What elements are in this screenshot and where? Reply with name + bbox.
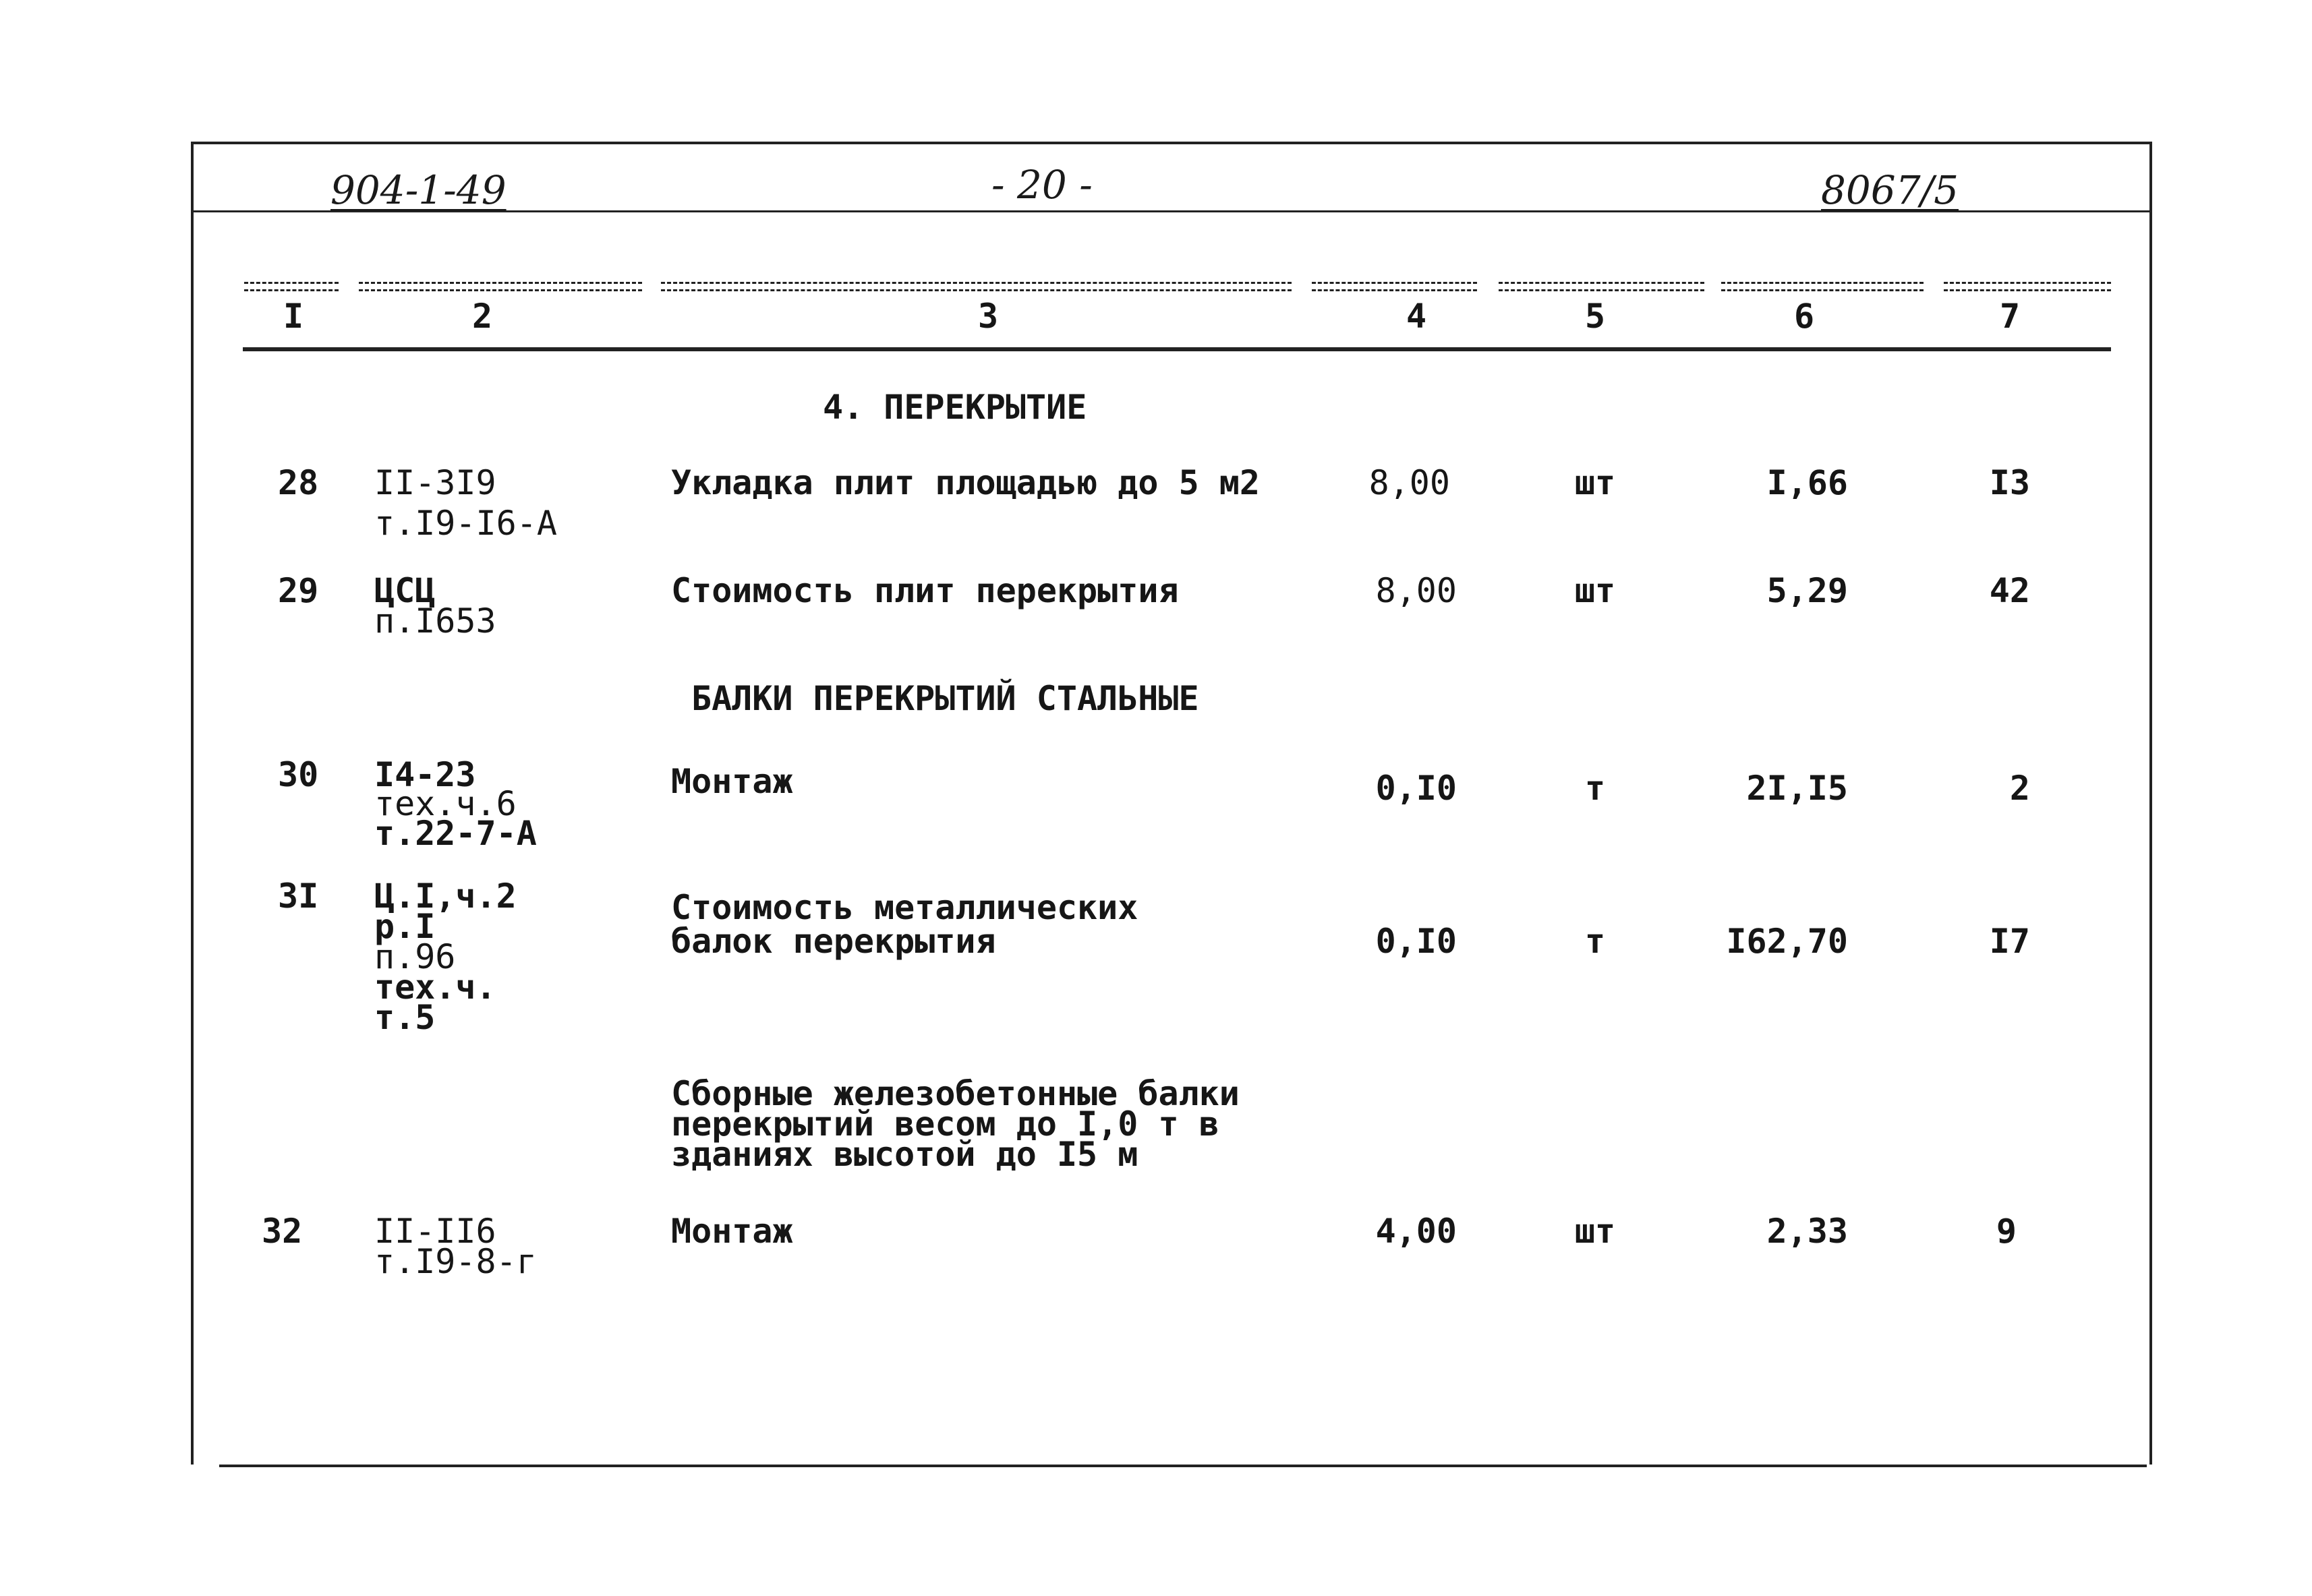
group-note-line-1: Сборные железобетонные балки xyxy=(671,1074,1240,1113)
row-31-description-line-2: балок перекрытия xyxy=(671,922,996,961)
row-32-code-line-2: т.I9-8-г xyxy=(374,1242,537,1281)
row-32-price: 2,33 xyxy=(1766,1212,1848,1251)
row-31-code-line-1: Ц.I,ч.2 xyxy=(374,877,517,916)
row-29-quantity: 8,00 xyxy=(1375,571,1457,610)
row-28-code-line-1: II-3I9 xyxy=(374,463,496,502)
row-30-code-line-3: т.22-7-А xyxy=(374,814,537,853)
row-28-description: Укладка плит площадью до 5 м2 xyxy=(671,463,1260,502)
column-header-3: 3 xyxy=(977,297,999,336)
column-header-7: 7 xyxy=(1999,297,2021,336)
row-32-unit: шт xyxy=(1574,1212,1616,1251)
page-number: - 20 - xyxy=(991,162,1093,208)
row-31-description-line-1: Стоимость металлических xyxy=(671,888,1138,927)
row-29-number: 29 xyxy=(278,571,319,610)
row-30-code-line-1: I4-23 xyxy=(374,755,476,794)
row-29-code-line-2: п.I653 xyxy=(374,601,496,641)
row-29-total: 42 xyxy=(1989,571,2030,610)
row-31-code-line-4: тех.ч. xyxy=(374,968,496,1007)
column-rule-1 xyxy=(244,282,339,291)
section-title-steel-beams: БАЛКИ ПЕРЕКРЫТИЙ СТАЛЬНЫЕ xyxy=(691,679,1199,718)
column-rule-5 xyxy=(1499,282,1704,291)
row-32-number: 32 xyxy=(262,1212,303,1251)
bottom-border xyxy=(219,1465,2147,1467)
column-header-1: I xyxy=(283,297,304,336)
row-31-price: I62,70 xyxy=(1726,922,1848,961)
row-28-total: I3 xyxy=(1989,463,2030,502)
column-header-5: 5 xyxy=(1584,297,1606,336)
row-29-unit: шт xyxy=(1574,571,1616,610)
row-30-total: 2 xyxy=(2009,769,2030,808)
column-header-4: 4 xyxy=(1406,297,1427,336)
row-32-total: 9 xyxy=(1996,1212,2017,1251)
column-rule-3 xyxy=(661,282,1292,291)
column-header-underline xyxy=(243,347,2111,351)
row-29-description: Стоимость плит перекрытия xyxy=(671,571,1179,610)
row-29-code-line-1: ЦСЦ xyxy=(374,571,436,610)
column-rule-6 xyxy=(1721,282,1924,291)
document-code-left: 904-1-49 xyxy=(330,167,507,213)
row-31-code-line-5: т.5 xyxy=(374,998,436,1037)
row-32-description: Монтаж xyxy=(671,1212,793,1251)
column-header-6: 6 xyxy=(1793,297,1815,336)
row-32-code-line-1: II-II6 xyxy=(374,1212,496,1251)
column-rule-4 xyxy=(1312,282,1477,291)
row-31-total: I7 xyxy=(1989,922,2030,961)
row-31-quantity: 0,I0 xyxy=(1375,922,1457,961)
group-note-line-3: зданиях высотой до I5 м xyxy=(671,1135,1138,1174)
column-rule-2 xyxy=(359,282,642,291)
row-30-description: Монтаж xyxy=(671,762,793,801)
row-28-number: 28 xyxy=(278,463,319,502)
row-32-quantity: 4,00 xyxy=(1375,1212,1457,1251)
row-28-code-line-2: т.I9-I6-А xyxy=(374,504,557,543)
row-30-price: 2I,I5 xyxy=(1746,769,1848,808)
group-note-line-2: перекрытий весом до I,0 т в xyxy=(671,1104,1219,1144)
row-30-code-line-2: тех.ч.6 xyxy=(374,784,517,823)
column-rule-7 xyxy=(1944,282,2111,291)
row-28-unit: шт xyxy=(1574,463,1616,502)
row-29-price: 5,29 xyxy=(1766,571,1848,610)
row-31-code-line-3: п.96 xyxy=(374,937,456,976)
section-title-floors: 4. ПЕРЕКРЫТИЕ xyxy=(823,388,1087,427)
document-code-right: 8067/5 xyxy=(1821,167,1959,213)
row-28-price: I,66 xyxy=(1766,463,1848,502)
row-28-quantity: 8,00 xyxy=(1368,463,1450,502)
row-30-quantity: 0,I0 xyxy=(1375,769,1457,808)
row-31-code-line-2: р.I xyxy=(374,907,436,946)
row-30-number: 30 xyxy=(278,755,319,794)
column-header-2: 2 xyxy=(471,297,493,336)
row-31-unit: т xyxy=(1584,922,1606,961)
row-31-number: 3I xyxy=(278,877,319,916)
row-30-unit: т xyxy=(1584,769,1606,808)
